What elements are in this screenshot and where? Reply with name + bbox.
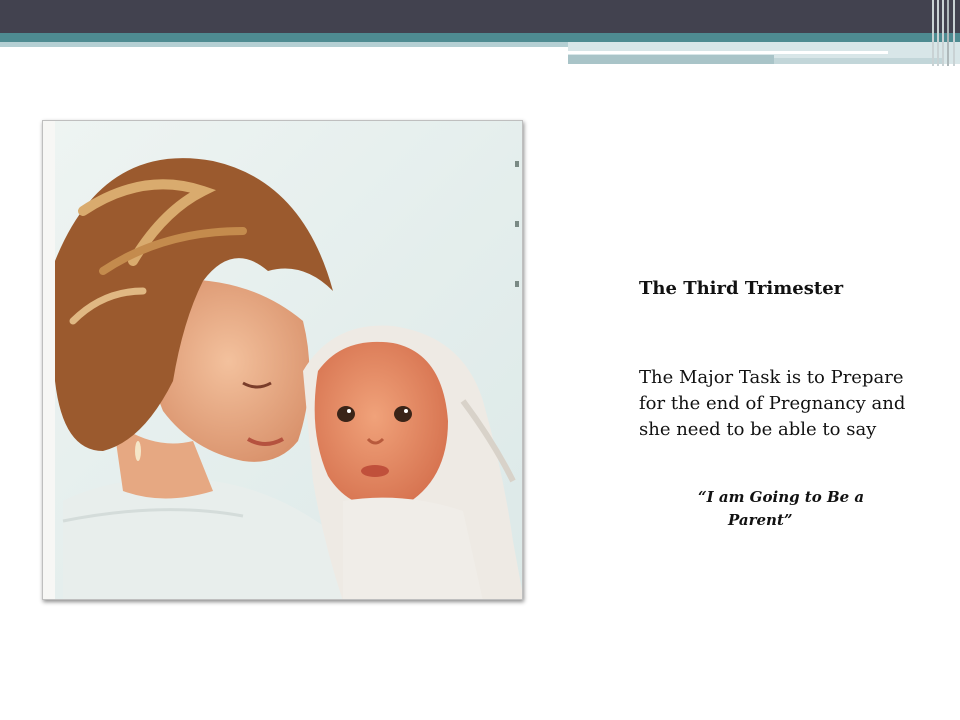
header-bar-right-mid2 (774, 58, 942, 64)
header-bar-right-mid (568, 55, 774, 64)
header-bar-right-line (568, 51, 888, 54)
header-bar-teal (0, 33, 960, 42)
mother-baby-illustration (43, 121, 523, 600)
header-bar-light (0, 42, 568, 47)
slide-title: The Third Trimester (639, 278, 844, 299)
slide-body-text: The Major Task is to Prepare for the end of Pregnancy and she need to be able to say (639, 367, 906, 440)
quote-line-2: Parent” (728, 511, 793, 529)
quote-line-1: “I am Going to Be a (698, 488, 865, 506)
corner-decoration (930, 0, 960, 66)
header-bar-dark (0, 0, 960, 33)
slide-quote (690, 486, 890, 532)
mother-baby-photo (42, 120, 523, 600)
